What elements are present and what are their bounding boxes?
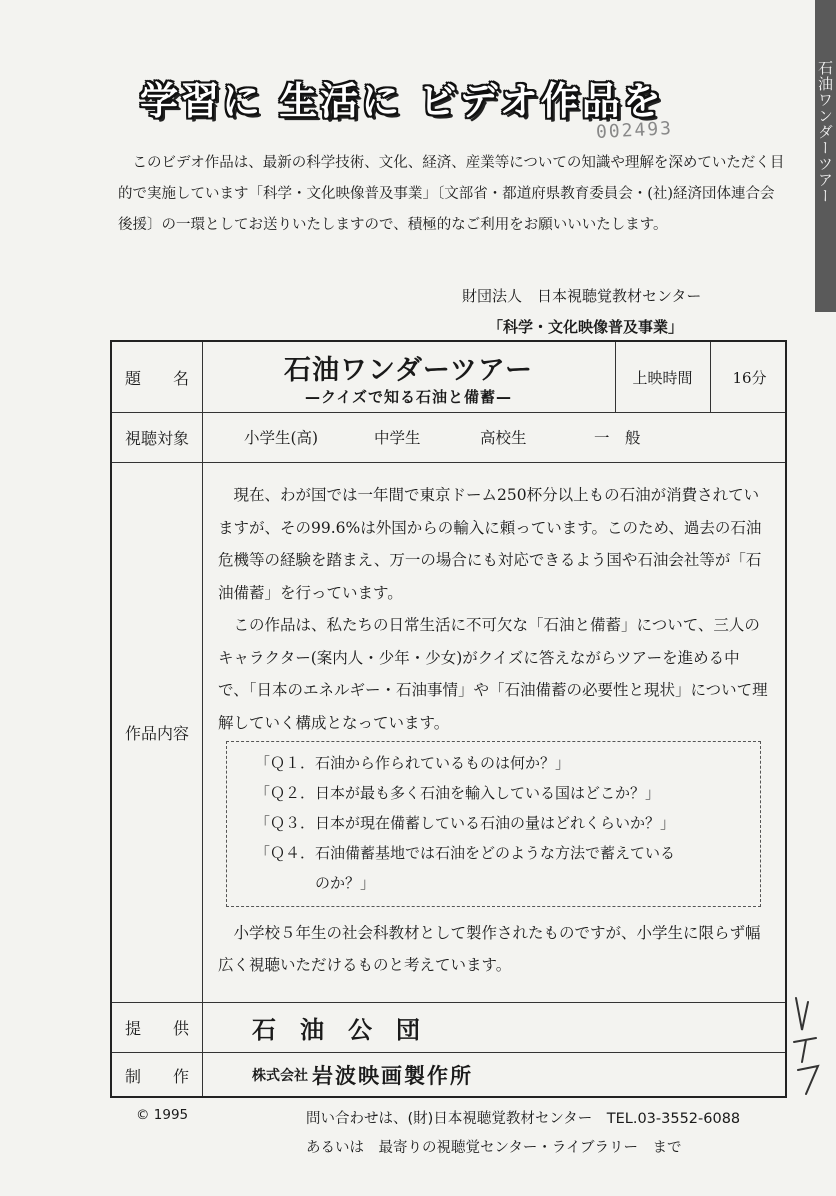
runtime-value: 16分 (732, 368, 767, 387)
video-title: 石油ワンダーツアー (283, 355, 534, 386)
stamp-number: 002493 (595, 117, 674, 144)
quiz-item: のか？」 (255, 874, 376, 892)
producer-prefix: 株式会社 (252, 1068, 308, 1084)
copyright: © 1995 (136, 1107, 189, 1123)
runtime-label: 上映時間 (632, 368, 693, 387)
provider-name: 石 油 公 団 (252, 1015, 420, 1044)
title-label: 題 名 (124, 368, 189, 388)
contact-line: 問い合わせは、(財)日本視聴覚教材センター TEL.03-3552-6088 (306, 1111, 741, 1127)
program-name: 「科学・文化映像普及事業」 (488, 318, 684, 336)
info-table (110, 340, 787, 1098)
closing-paragraph: 小学校５年生の社会科教材として製作されたものですが、小学生に限らず幅広く視聴いただけるものと考えています。 (218, 924, 761, 974)
quiz-item: 「Ｑ１．石油から作られているものは何か？」 (255, 754, 571, 772)
side-tab (815, 0, 836, 312)
content-paragraph: この作品は、私たちの日常生活に不可欠な「石油と備蓄」について、三人のキャラクター(案内人・少年・少女)がクイズに答えながらツアーを進める中で、「日本のエネルギー・石油事情」や「石油備蓄の必要性と現状」について理解していく構成となっています。 (218, 616, 768, 732)
audience-item: 中学生 (374, 429, 421, 447)
quiz-item: 「Ｑ３．日本が現在備蓄している石油の量はどれくらいか？」 (255, 814, 676, 832)
audience-item: 一 般 (594, 429, 641, 447)
row-divider (112, 462, 785, 463)
row-divider (112, 1002, 785, 1003)
handwritten-mark (788, 990, 828, 1100)
producer-label: 制 作 (124, 1066, 189, 1086)
content-body (218, 479, 770, 739)
headline: 学習に 生活に ビデオ作品を (140, 79, 664, 123)
side-tab-label: 石油ワンダーツアー (816, 60, 834, 204)
provider-label: 提 供 (124, 1018, 189, 1038)
quiz-item: 「Ｑ４．石油備蓄基地では石油をどのような方法で蓄えている (255, 844, 676, 862)
intro-paragraph: このビデオ作品は、最新の科学技術、文化、経済、産業等についての知識や理解を深めていただく目的で実施しています「科学・文化映像普及事業」〔文部省・都道府県教育委員会・(社)経済団体連合会 後援〕の一環としてお送りいたしますので、積極的なご利用をお願いいいたします。 (118, 155, 785, 233)
quiz-box (226, 741, 761, 907)
organization-name: 財団法人 日本視聴覚教材センター (462, 287, 702, 305)
content-paragraph: 現在、わが国では一年間で東京ドーム250杯分以上もの石油が消費されていますが、その99.6%は外国からの輸入に頼っています。このため、過去の石油危機等の経験を踏まえ、万一の場合にも対応できるよう国や石油会社等が「石油備蓄」を行っています。 (218, 486, 762, 602)
audience-item: 高校生 (480, 429, 527, 447)
producer-name: 岩波映画製作所 (312, 1064, 473, 1088)
contact-line: あるいは 最寄りの視聴覚センター・ライブラリー まで (306, 1140, 682, 1156)
audience-label: 視聴対象 (124, 428, 189, 448)
producer (252, 1052, 473, 1098)
audience-item: 小学生(高) (244, 429, 319, 447)
quiz-item: 「Ｑ２．日本が最も多く石油を輸入している国はどこか？」 (255, 784, 661, 802)
audience-list (202, 412, 785, 462)
video-subtitle: —クイズで知る石油と備蓄— (304, 388, 513, 406)
content-label: 作品内容 (124, 723, 189, 743)
